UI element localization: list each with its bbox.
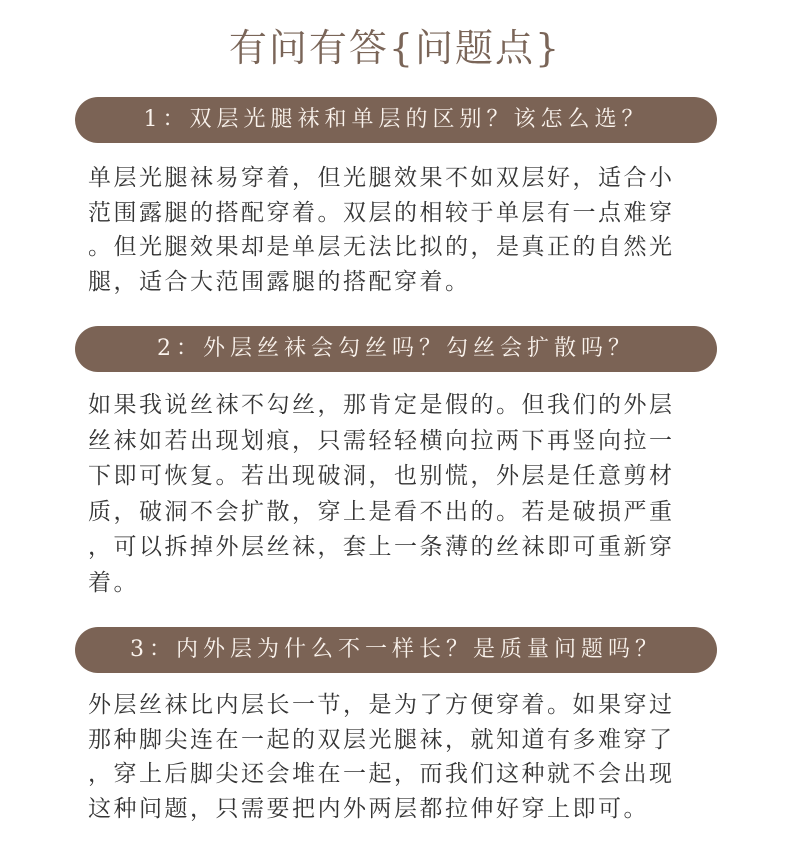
answer-2 xyxy=(88,388,718,601)
answer-line: 如果我说丝袜不勾丝，那肯定是假的。但我们的外层 xyxy=(88,392,675,418)
answer-line: 单层光腿袜易穿着，但光腿效果不如双层好，适合小 xyxy=(88,165,675,191)
answer-line: 那种脚尖连在一起的双层光腿袜，就知道有多难穿了 xyxy=(88,726,675,753)
answer-line: 着。 xyxy=(88,569,139,596)
answer-3 xyxy=(88,688,718,826)
answer-line: ，可以拆掉外层丝袜，套上一条薄的丝袜即可重新穿 xyxy=(88,534,675,560)
answer-1 xyxy=(88,161,718,299)
answer-line: 丝袜如若出现划痕，只需轻轻横向拉两下再竖向拉一 xyxy=(88,427,675,454)
answer-line: 这种问题，只需要把内外两层都拉伸好穿上即可。 xyxy=(88,795,649,822)
answer-line: 下即可恢复。若出现破洞，也别慌，外层是任意剪材 xyxy=(88,463,675,489)
answer-line: ，穿上后脚尖还会堆在一起，而我们这种就不会出现 xyxy=(88,761,675,787)
answer-line: 腿，适合大范围露腿的搭配穿着。 xyxy=(88,268,471,295)
page-title: 有问有答{问题点} xyxy=(228,26,562,70)
question-banner-3: 3：内外层为什么不一样长？是质量问题吗？ xyxy=(75,627,717,673)
answer-line: 。但光腿效果却是单层无法比拟的，是真正的自然光 xyxy=(88,234,675,260)
answer-line: 质，破洞不会扩散，穿上是看不出的。若是破损严重 xyxy=(88,498,675,525)
answer-line: 外层丝袜比内层长一节，是为了方便穿着。如果穿过 xyxy=(88,692,675,718)
question-banner-2: 2：外层丝袜会勾丝吗？勾丝会扩散吗？ xyxy=(75,326,717,372)
answer-line: 范围露腿的搭配穿着。双层的相较于单层有一点难穿 xyxy=(88,199,675,226)
question-banner-1: 1：双层光腿袜和单层的区别？该怎么选？ xyxy=(75,97,717,143)
